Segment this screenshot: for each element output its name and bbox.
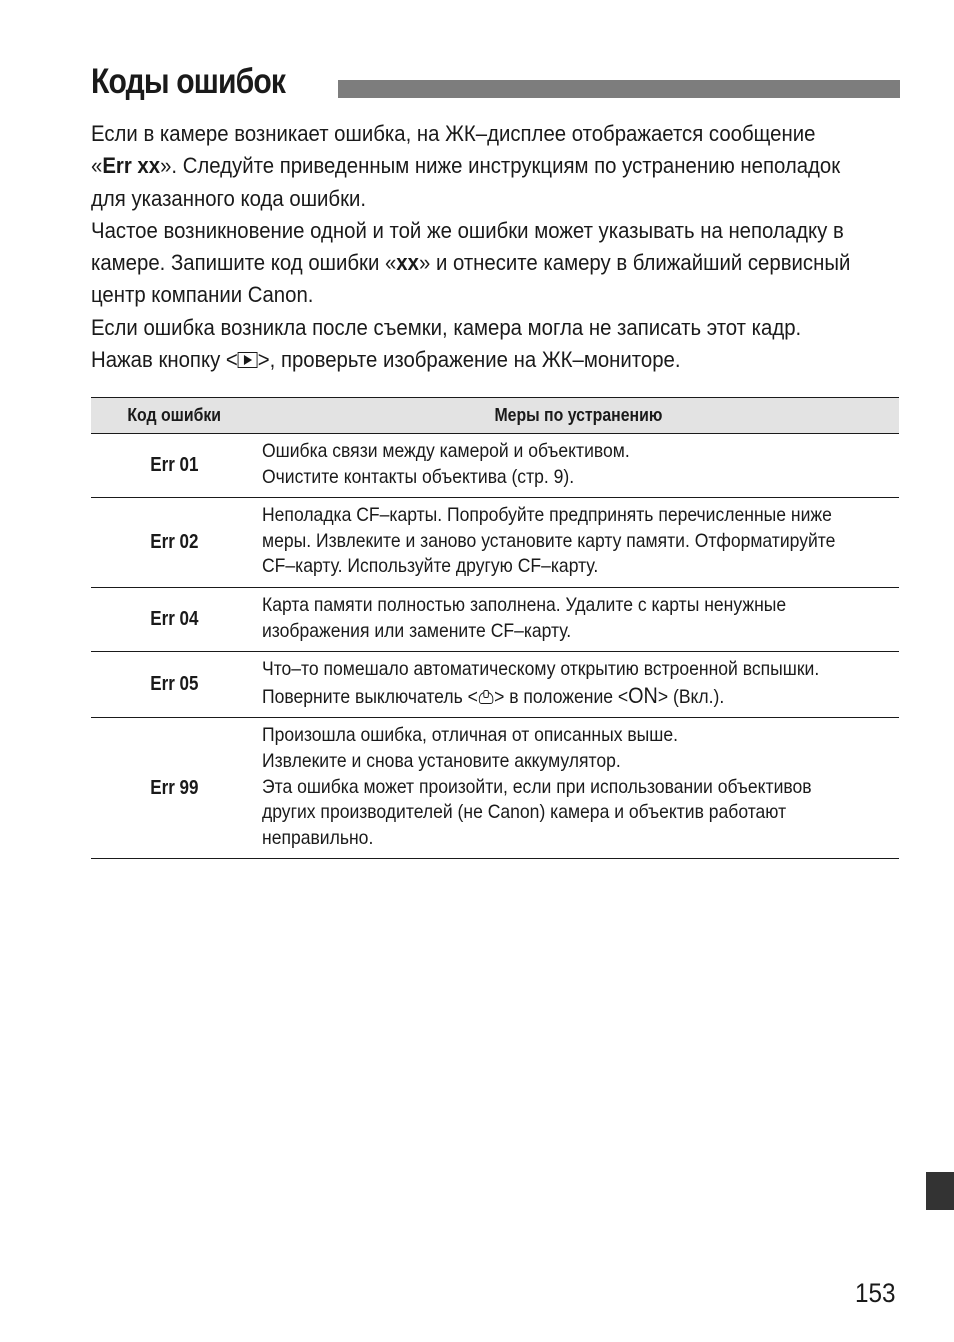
- header-error-code: Код ошибки: [91, 398, 258, 434]
- error-codes-table: [91, 397, 899, 859]
- intro-line: для указанного кода ошибки.: [91, 185, 367, 211]
- header-remedy: Меры по устранению: [258, 398, 899, 434]
- remedy-line: Эта ошибка может произойти, если при использовании объективов: [261, 775, 812, 798]
- remedy-line: Что–то помешало автоматическому открытию встроенной вспышки.: [261, 658, 820, 681]
- power-switch-icon: [478, 690, 494, 704]
- remedy-line: Поверните выключатель < > в положение <ON> (Вкл.).: [261, 682, 725, 708]
- section-thumb-tab: [926, 1172, 954, 1210]
- remedy-line: Неполадка CF–карты. Попробуйте предпринять перечисленные ниже: [261, 504, 832, 527]
- remedy-line: Извлеките и снова установите аккумулятор.: [261, 749, 621, 772]
- remedy-line: Ошибка связи между камерой и объективом.: [261, 440, 630, 462]
- error-code: Err 05: [91, 652, 258, 718]
- intro-line: Если ошибка возникла после съемки, камера могла не записать этот кадр.: [91, 314, 802, 340]
- remedy: [258, 498, 899, 588]
- page-number: 153: [855, 1278, 896, 1308]
- intro-line: центр компании Canon.: [91, 282, 314, 308]
- intro-line: «Err xx». Следуйте приведенным ниже инструкциям по устранению неполадок: [91, 153, 841, 179]
- intro-line: Нажав кнопку < >, проверьте изображение на ЖК–мониторе.: [91, 347, 681, 373]
- page-title: Коды ошибок: [91, 62, 286, 101]
- error-code: Err 02: [91, 498, 258, 588]
- intro-line: камере. Запишите код ошибки «xx» и отнесите камеру в ближайший сервисный: [91, 250, 851, 276]
- remedy: [258, 587, 899, 651]
- remedy-line: Произошла ошибка, отличная от описанных выше.: [261, 724, 678, 747]
- table-header-row: [91, 398, 899, 434]
- table-row: [91, 498, 899, 588]
- error-code-inline: xx: [396, 250, 419, 276]
- remedy-line: Очистите контакты объектива (стр. 9).: [261, 465, 575, 488]
- intro-line: Если в камере возникает ошибка, на ЖК–дисплее отображается сообщение: [91, 121, 816, 146]
- remedy-line: меры. Извлеките и заново установите карту памяти. Отформатируйте: [261, 529, 836, 552]
- table-row: [91, 434, 899, 498]
- remedy: [258, 652, 899, 718]
- playback-button-icon: [238, 352, 258, 368]
- error-code-inline: Err xx: [102, 153, 161, 179]
- remedy-line: других производителей (не Canon) камера и объектив работают: [261, 801, 787, 824]
- on-position-label: ON: [628, 682, 658, 708]
- table-row: [91, 652, 899, 718]
- remedy: [258, 718, 899, 859]
- remedy-line: изображения или замените CF–карту.: [261, 619, 572, 642]
- intro-text: [91, 118, 851, 376]
- error-code: Err 01: [91, 434, 258, 498]
- remedy-line: неправильно.: [261, 826, 374, 849]
- error-code: Err 04: [91, 587, 258, 651]
- table-row: [91, 718, 899, 859]
- title-rule: [338, 80, 900, 98]
- remedy-line: CF–карту. Используйте другую CF–карту.: [261, 555, 599, 578]
- intro-line: Частое возникновение одной и той же ошибки может указывать на неполадку в: [91, 217, 844, 243]
- error-code: Err 99: [91, 718, 258, 859]
- remedy-line: Карта памяти полностью заполнена. Удалите с карты ненужные: [261, 593, 787, 616]
- remedy: [258, 434, 899, 498]
- table-row: [91, 587, 899, 651]
